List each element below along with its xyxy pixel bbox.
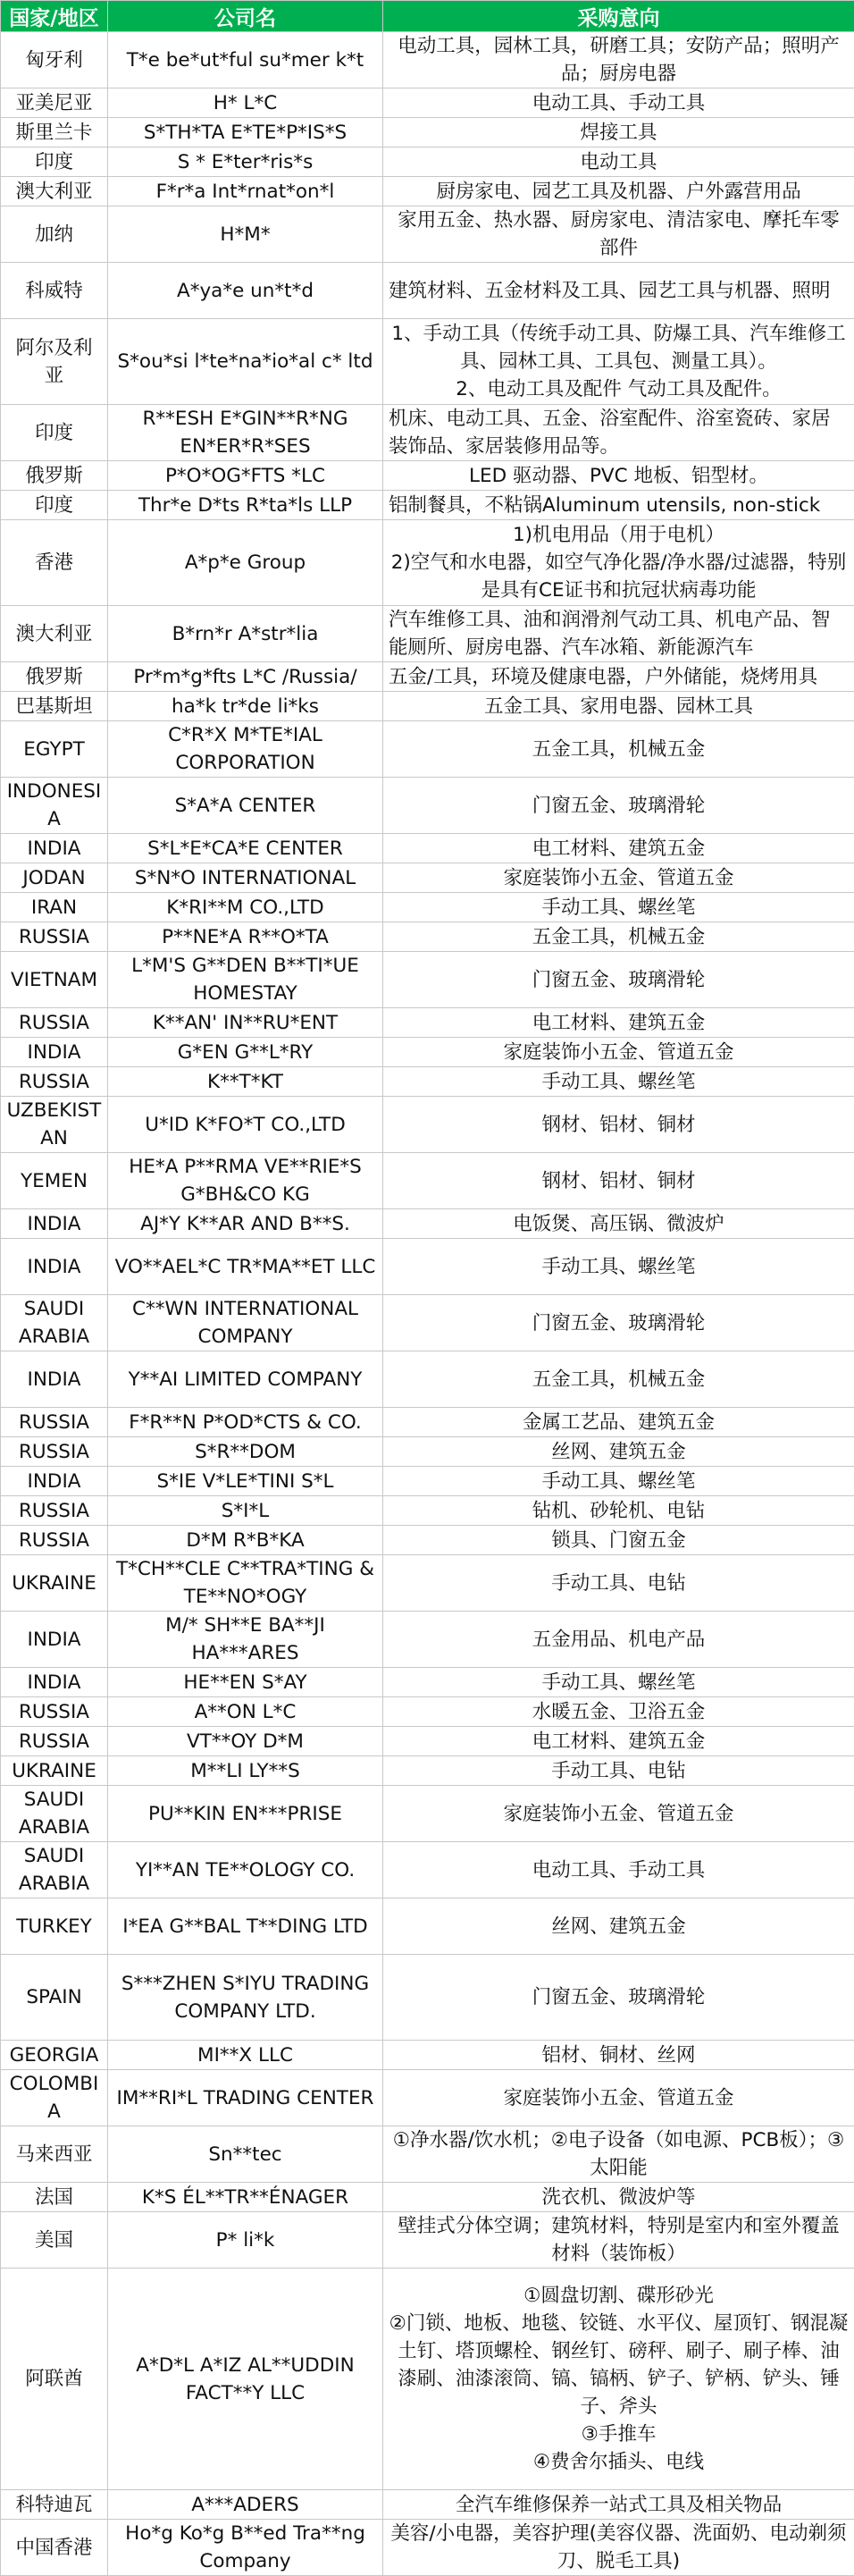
intent-cell: 电动工具 <box>383 147 854 177</box>
company-cell: A*p*e Group <box>108 520 383 606</box>
company-cell: T*e be*ut*ful su*mer k*t <box>108 32 383 88</box>
table-row <box>1 1239 854 1295</box>
intent-cell: 锁具、门窗五金 <box>383 1526 854 1555</box>
table-row <box>1 662 854 692</box>
company-cell: K**AN' IN**RU*ENT <box>108 1008 383 1038</box>
intent-cell: ①净水器/饮水机；②电子设备（如电源、PCB板）；③太阳能 <box>383 2126 854 2183</box>
table-row <box>1 319 854 405</box>
company-cell: L*M'S G**DEN B**TI*UE HOMESTAY <box>108 952 383 1008</box>
company-cell: B*rn*r A*str*lia <box>108 606 383 662</box>
company-cell: I*EA G**BAL T**DING LTD <box>108 1898 383 1955</box>
intent-cell: 家用五金、热水器、厨房家电、清洁家电、摩托车零部件 <box>383 206 854 263</box>
intent-cell: 五金工具，机械五金 <box>383 721 854 778</box>
country-cell: IRAN <box>1 893 108 922</box>
company-cell: IM**RI*L TRADING CENTER <box>108 2070 383 2126</box>
company-cell: S*L*E*CA*E CENTER <box>108 834 383 863</box>
intent-cell: 手动工具、螺丝笔 <box>383 1239 854 1295</box>
table-row <box>1 2212 854 2269</box>
country-cell: SAUDI ARABIA <box>1 1786 108 1842</box>
company-cell: P**NE*A R**O*TA <box>108 922 383 952</box>
country-cell: INDIA <box>1 1351 108 1408</box>
country-cell: YEMEN <box>1 1153 108 1209</box>
country-cell: EGYPT <box>1 721 108 778</box>
intent-cell: 厨房家电、园艺工具及机器、户外露营用品 <box>383 177 854 206</box>
company-cell: F*R**N P*OD*CTS & CO. <box>108 1408 383 1437</box>
company-cell: S*A*A CENTER <box>108 778 383 834</box>
intent-cell: 家庭装饰小五金、管道五金 <box>383 2070 854 2126</box>
country-cell: INDIA <box>1 1209 108 1239</box>
table-row <box>1 1351 854 1408</box>
company-cell: U*ID K*FO*T CO.,LTD <box>108 1097 383 1153</box>
country-cell: 中国香港 <box>1 2520 108 2576</box>
country-cell: 法国 <box>1 2183 108 2212</box>
intent-cell: 家庭装饰小五金、管道五金 <box>383 863 854 893</box>
table-row <box>1 177 854 206</box>
intent-cell: 机床、电动工具、五金、浴室配件、浴室瓷砖、家居装饰品、家居装修用品等。 <box>383 405 854 461</box>
country-cell: INDIA <box>1 1612 108 1668</box>
table-row <box>1 1526 854 1555</box>
country-cell: GEORGIA <box>1 2041 108 2070</box>
header-company: 公司名 <box>108 1 383 32</box>
intent-cell: 手动工具、螺丝笔 <box>383 1467 854 1496</box>
intent-cell: 五金工具，机械五金 <box>383 1351 854 1408</box>
table-row <box>1 1408 854 1437</box>
company-cell: HE*A P**RMA VE**RIE*S G*BH&CO KG <box>108 1153 383 1209</box>
country-cell: COLOMBIA <box>1 2070 108 2126</box>
company-cell: S * E*ter*ris*s <box>108 147 383 177</box>
table-row <box>1 2520 854 2576</box>
intent-cell: 五金用品、机电产品 <box>383 1612 854 1668</box>
table-row <box>1 2041 854 2070</box>
company-cell: H*M* <box>108 206 383 263</box>
country-cell: RUSSIA <box>1 1697 108 1727</box>
company-cell: S*I*L <box>108 1496 383 1526</box>
table-row <box>1 606 854 662</box>
country-cell: 亚美尼亚 <box>1 88 108 118</box>
table-row <box>1 863 854 893</box>
country-cell: 阿尔及利亚 <box>1 319 108 405</box>
company-cell: D*M R*B*KA <box>108 1526 383 1555</box>
country-cell: 斯里兰卡 <box>1 118 108 147</box>
company-cell: K*S ÉL**TR**ÉNAGER <box>108 2183 383 2212</box>
company-cell: PU**KIN EN***PRISE <box>108 1786 383 1842</box>
company-cell: P*O*OG*FTS *LC <box>108 461 383 491</box>
table-row <box>1 1008 854 1038</box>
header-country: 国家/地区 <box>1 1 108 32</box>
table-row <box>1 952 854 1008</box>
header-intent: 采购意向 <box>383 1 854 32</box>
country-cell: 印度 <box>1 147 108 177</box>
intent-cell: 铝制餐具，不粘锅Aluminum utensils, non-stick <box>383 491 854 520</box>
intent-cell: 手动工具、螺丝笔 <box>383 893 854 922</box>
table-row <box>1 1555 854 1612</box>
intent-cell: 壁挂式分体空调；建筑材料，特别是室内和室外覆盖材料（装饰板） <box>383 2212 854 2269</box>
company-cell: K*RI**M CO.,LTD <box>108 893 383 922</box>
country-cell: UKRAINE <box>1 1555 108 1612</box>
table-row <box>1 520 854 606</box>
company-cell: H* L*C <box>108 88 383 118</box>
intent-cell: 门窗五金、玻璃滑轮 <box>383 778 854 834</box>
country-cell: INDIA <box>1 1038 108 1067</box>
header-row <box>1 1 854 32</box>
company-cell: P* li*k <box>108 2212 383 2269</box>
country-cell: RUSSIA <box>1 922 108 952</box>
company-cell: T*CH**CLE C**TRA*TING & TE**NO*OGY <box>108 1555 383 1612</box>
company-cell: YI**AN TE**OLOGY CO. <box>108 1842 383 1898</box>
intent-cell: 金属工艺品、建筑五金 <box>383 1408 854 1437</box>
company-cell: A**ON L*C <box>108 1697 383 1727</box>
intent-cell: 建筑材料、五金材料及工具、园艺工具与机器、照明 <box>383 263 854 319</box>
table-row <box>1 118 854 147</box>
intent-cell: 电工材料、建筑五金 <box>383 1727 854 1756</box>
company-cell: AJ*Y K**AR AND B**S. <box>108 1209 383 1239</box>
intent-cell: 五金/工具，环境及健康电器，户外储能，烧烤用具 <box>383 662 854 692</box>
intent-cell: 门窗五金、玻璃滑轮 <box>383 1955 854 2041</box>
table-row <box>1 2126 854 2183</box>
intent-cell: 钢材、铝材、铜材 <box>383 1097 854 1153</box>
table-row <box>1 1898 854 1955</box>
company-cell: HE**EN S*AY <box>108 1668 383 1697</box>
intent-cell: 门窗五金、玻璃滑轮 <box>383 952 854 1008</box>
country-cell: 马来西亚 <box>1 2126 108 2183</box>
company-cell: K**T*KT <box>108 1067 383 1097</box>
country-cell: INDONESIA <box>1 778 108 834</box>
company-cell: C*R*X M*TE*IAL CORPORATION <box>108 721 383 778</box>
country-cell: 阿联酋 <box>1 2269 108 2490</box>
table-row <box>1 2070 854 2126</box>
intent-cell: 水暖五金、卫浴五金 <box>383 1697 854 1727</box>
table-row <box>1 206 854 263</box>
company-cell: R**ESH E*GIN**R*NG EN*ER*R*SES <box>108 405 383 461</box>
table-row <box>1 1295 854 1351</box>
table-row <box>1 1786 854 1842</box>
table-row <box>1 1496 854 1526</box>
table-row <box>1 778 854 834</box>
company-cell: Sn**tec <box>108 2126 383 2183</box>
intent-cell: 家庭装饰小五金、管道五金 <box>383 1786 854 1842</box>
intent-cell: 手动工具、电钻 <box>383 1555 854 1612</box>
country-cell: RUSSIA <box>1 1008 108 1038</box>
country-cell: 澳大利亚 <box>1 606 108 662</box>
company-cell: S*R**DOM <box>108 1437 383 1467</box>
table-row <box>1 1612 854 1668</box>
intent-cell: 1)机电用品（用于电机） 2)空气和水电器，如空气净化器/净水器/过滤器，特别是具有CE证书和抗冠状病毒功能 <box>383 520 854 606</box>
table-row <box>1 1727 854 1756</box>
table-row <box>1 1467 854 1496</box>
intent-cell: 电工材料、建筑五金 <box>383 834 854 863</box>
company-cell: G*EN G**L*RY <box>108 1038 383 1067</box>
company-cell: VT**OY D*M <box>108 1727 383 1756</box>
company-cell: Thr*e D*ts R*ta*ls LLP <box>108 491 383 520</box>
intent-cell: 焊接工具 <box>383 118 854 147</box>
country-cell: JODAN <box>1 863 108 893</box>
table-header <box>1 1 854 32</box>
table-row <box>1 1209 854 1239</box>
table-row <box>1 147 854 177</box>
table-row <box>1 1756 854 1786</box>
table-row <box>1 1668 854 1697</box>
country-cell: UKRAINE <box>1 1756 108 1786</box>
company-cell: M**LI LY**S <box>108 1756 383 1786</box>
company-cell: S*ou*si l*te*na*io*al c* ltd <box>108 319 383 405</box>
table-row <box>1 2490 854 2520</box>
country-cell: INDIA <box>1 1467 108 1496</box>
company-cell: Y**AI LIMITED COMPANY <box>108 1351 383 1408</box>
table-row <box>1 461 854 491</box>
company-cell: S***ZHEN S*IYU TRADING COMPANY LTD. <box>108 1955 383 2041</box>
country-cell: 科特迪瓦 <box>1 2490 108 2520</box>
intent-cell: LED 驱动器、PVC 地板、铝型材。 <box>383 461 854 491</box>
company-cell: C**WN INTERNATIONAL COMPANY <box>108 1295 383 1351</box>
country-cell: 俄罗斯 <box>1 662 108 692</box>
intent-cell: 钻机、砂轮机、电钻 <box>383 1496 854 1526</box>
country-cell: SAUDI ARABIA <box>1 1295 108 1351</box>
company-cell: S*N*O INTERNATIONAL <box>108 863 383 893</box>
intent-cell: 手动工具、螺丝笔 <box>383 1067 854 1097</box>
company-cell: MI**X LLC <box>108 2041 383 2070</box>
company-cell: Pr*m*g*fts L*C /Russia/ <box>108 662 383 692</box>
intent-cell: 电动工具、手动工具 <box>383 88 854 118</box>
country-cell: 俄罗斯 <box>1 461 108 491</box>
company-cell: A*ya*e un*t*d <box>108 263 383 319</box>
company-cell: Ho*g Ko*g B**ed Tra**ng Company <box>108 2520 383 2576</box>
table-row <box>1 2183 854 2212</box>
table-body <box>1 32 854 2576</box>
country-cell: 匈牙利 <box>1 32 108 88</box>
table-row <box>1 1153 854 1209</box>
table-row <box>1 2269 854 2490</box>
table-row <box>1 834 854 863</box>
table-row <box>1 88 854 118</box>
company-cell: A***ADERS <box>108 2490 383 2520</box>
table-row <box>1 893 854 922</box>
country-cell: UZBEKISTAN <box>1 1097 108 1153</box>
table-row <box>1 922 854 952</box>
company-cell: S*TH*TA E*TE*P*IS*S <box>108 118 383 147</box>
country-cell: 印度 <box>1 491 108 520</box>
country-cell: 香港 <box>1 520 108 606</box>
intent-cell: 手动工具、电钻 <box>383 1756 854 1786</box>
company-cell: S*IE V*LE*TINI S*L <box>108 1467 383 1496</box>
intent-cell: 电工材料、建筑五金 <box>383 1008 854 1038</box>
country-cell: 印度 <box>1 405 108 461</box>
country-cell: INDIA <box>1 1668 108 1697</box>
table-row <box>1 1697 854 1727</box>
country-cell: RUSSIA <box>1 1496 108 1526</box>
country-cell: VIETNAM <box>1 952 108 1008</box>
country-cell: SAUDI ARABIA <box>1 1842 108 1898</box>
intent-cell: 电动工具，园林工具，研磨工具；安防产品；照明产品；厨房电器 <box>383 32 854 88</box>
country-cell: SPAIN <box>1 1955 108 2041</box>
country-cell: RUSSIA <box>1 1526 108 1555</box>
country-cell: 澳大利亚 <box>1 177 108 206</box>
intent-cell: 1、手动工具（传统手动工具、防爆工具、汽车维修工具、园林工具、工具包、测量工具）。 2、电动工具及配件 气动工具及配件。 <box>383 319 854 405</box>
company-cell: VO**AEL*C TR*MA**ET LLC <box>108 1239 383 1295</box>
intent-cell: 全汽车维修保养一站式工具及相关物品 <box>383 2490 854 2520</box>
intent-cell: 门窗五金、玻璃滑轮 <box>383 1295 854 1351</box>
company-cell: A*D*L A*IZ AL**UDDIN FACT**Y LLC <box>108 2269 383 2490</box>
intent-cell: 五金工具，机械五金 <box>383 922 854 952</box>
table-row <box>1 1097 854 1153</box>
country-cell: INDIA <box>1 834 108 863</box>
country-cell: 科威特 <box>1 263 108 319</box>
intent-cell: 电饭煲、高压锅、微波炉 <box>383 1209 854 1239</box>
table-row <box>1 491 854 520</box>
company-cell: F*r*a Int*rnat*on*l <box>108 177 383 206</box>
country-cell: RUSSIA <box>1 1408 108 1437</box>
country-cell: RUSSIA <box>1 1437 108 1467</box>
company-cell: ha*k tr*de li*ks <box>108 692 383 721</box>
table-row <box>1 263 854 319</box>
intent-cell: 钢材、铝材、铜材 <box>383 1153 854 1209</box>
intent-cell: 手动工具、螺丝笔 <box>383 1668 854 1697</box>
table-row <box>1 692 854 721</box>
table-row <box>1 32 854 88</box>
table-row <box>1 1437 854 1467</box>
table-row <box>1 1067 854 1097</box>
table-row <box>1 721 854 778</box>
country-cell: 加纳 <box>1 206 108 263</box>
table-row <box>1 1955 854 2041</box>
table-row <box>1 405 854 461</box>
intent-cell: 五金工具、家用电器、园林工具 <box>383 692 854 721</box>
intent-cell: 铝材、铜材、丝网 <box>383 2041 854 2070</box>
intent-cell: 汽车维修工具、油和润滑剂气动工具、机电产品、智能厕所、厨房电器、汽车冰箱、新能源汽车 <box>383 606 854 662</box>
country-cell: RUSSIA <box>1 1067 108 1097</box>
intent-cell: 美容/小电器，美容护理(美容仪器、洗面奶、电动剃须刀、脱毛工具) <box>383 2520 854 2576</box>
intent-cell: 丝网、建筑五金 <box>383 1898 854 1955</box>
intent-cell: 洗衣机、微波炉等 <box>383 2183 854 2212</box>
intent-cell: 家庭装饰小五金、管道五金 <box>383 1038 854 1067</box>
country-cell: 美国 <box>1 2212 108 2269</box>
table-row <box>1 1842 854 1898</box>
country-cell: INDIA <box>1 1239 108 1295</box>
intent-cell: ①圆盘切割、碟形砂光 ②门锁、地板、地毯、铰链、水平仪、屋顶钉、钢混凝土钉、塔顶螺栓、钢丝钉、磅秤、刷子、刷子棒、油漆刷、油漆滚筒、镐、镐柄、铲子、铲柄、铲头、锤子、斧头 ③手推车 ④费舍尔插头、电线 <box>383 2269 854 2490</box>
intent-cell: 丝网、建筑五金 <box>383 1437 854 1467</box>
company-cell: M/* SH**E BA**JI HA***ARES <box>108 1612 383 1668</box>
country-cell: TURKEY <box>1 1898 108 1955</box>
table-row <box>1 1038 854 1067</box>
country-cell: 巴基斯坦 <box>1 692 108 721</box>
intent-cell: 电动工具、手动工具 <box>383 1842 854 1898</box>
country-cell: RUSSIA <box>1 1727 108 1756</box>
